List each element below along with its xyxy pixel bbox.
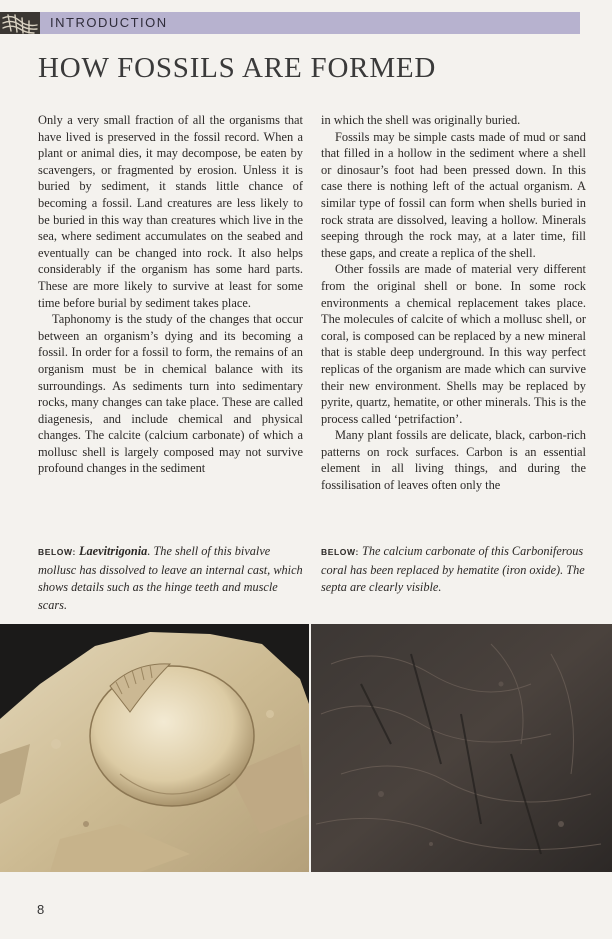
page-number: 8 <box>37 902 45 917</box>
paragraph: Taphonomy is the study of the changes that occur between an organism’s dying and its becoming a fossil. In order for a fossil to form, the remains of an organism must be in chemical balance with its surroundings. As sediments turn into sedimentary rocks, many changes can take place. These are called diagenesis, and include chemical and physical changes. The calcite (calcium carbonate) of which a mollusc shell is largely composed may not survive profound changes in the sediment <box>38 312 303 476</box>
page-title: HOW FOSSILS ARE FORMED <box>38 52 437 84</box>
caption-text: The calcium carbonate of this Carboniferous coral has been replaced by hematite (iron oxide). The septa are clearly visible. <box>321 544 585 594</box>
photo-caption-right <box>321 543 589 597</box>
caption-species: Laevitrigonia <box>79 544 148 558</box>
coral-fossil-photo <box>311 624 612 872</box>
paragraph: Fossils may be simple casts made of mud or sand that filled in a hollow in the sediment where a shell or dinosaur’s foot had been pressed down. In this case there is nothing left of the actual organism. A similar type of fossil can form when shells buried in rock strata are dissolved, leaving a hollow. Minerals seeping through the rock may, at a later time, fill these gaps, and create a replica of the shell. <box>321 129 586 260</box>
paragraph: in which the shell was originally buried. <box>321 113 521 127</box>
ammonite-shell-icon <box>0 12 40 34</box>
caption-text: . The shell of this bivalve mollusc has dissolved to leave an internal cast, which shows details such as the hinge teeth and muscle scars. <box>38 544 303 612</box>
caption-tag: BELOW: <box>321 547 359 557</box>
paragraph: Only a very small fraction of all the organisms that have lived is preserved in the fossil record. When a plant or animal dies, it may decompose, be eaten by scavengers, or fragmented by erosion. Unless it is buried by sediment, it stands little chance of becoming a fossil. Land creatures are less likely to be buried in this way than creatures which live in the sea, where sediment accumulates on the seabed and eventually can be changed into rock. It also helps considerably if the organism has some hard parts. These are more likely to survive at least for some time before burial by sediment takes place. <box>38 113 303 310</box>
section-label: INTRODUCTION <box>50 15 168 30</box>
bivalve-fossil-photo <box>0 624 309 872</box>
body-column-left <box>38 112 303 477</box>
caption-tag: BELOW: <box>38 547 76 557</box>
paragraph: Other fossils are made of material very different from the original shell or bone. In some rock environments a chemical replacement takes place. The molecules of calcite of which a mollusc shell, or coral, is composed can be replaced by a new mineral that is stable deep underground. In this way perfect replicas of the organism are made which can survive their new environment. Shells may be replaced by pyrite, quartz, hematite, or other minerals. This is the process called ‘petrifaction’. <box>321 262 586 426</box>
body-column-right <box>321 112 586 494</box>
paragraph: Many plant fossils are delicate, black, carbon-rich patterns on rock surfaces. Carbon is an essential element in all living things, and during the fossilisation of leaves often only the <box>321 428 586 493</box>
photo-caption-left <box>38 543 306 614</box>
